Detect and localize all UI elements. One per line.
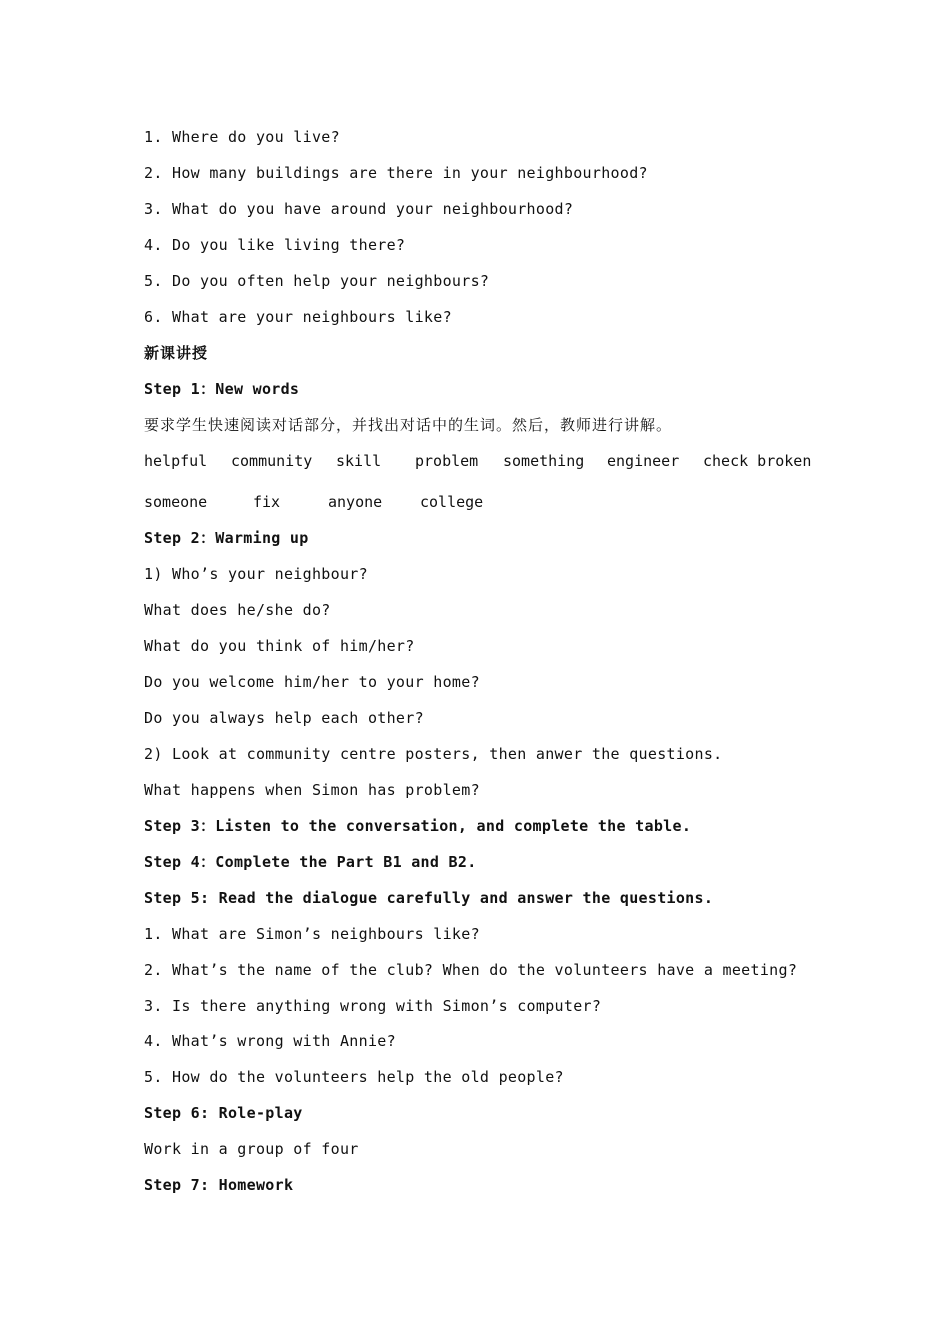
step2-line: Do you welcome him/her to your home? [144, 673, 480, 691]
vocab-word: skill [336, 452, 382, 470]
step5-question: 3. Is there anything wrong with Simon’s computer? [144, 997, 602, 1015]
step5-question: 4. What’s wrong with Annie? [144, 1032, 396, 1050]
step6-heading: Step 6: Role-play [144, 1104, 303, 1122]
vocab-word: anyone [328, 493, 383, 511]
step2-line: 1) Who’s your neighbour? [144, 565, 368, 583]
vocab-word: college [420, 493, 484, 511]
intro-question: 3. What do you have around your neighbourhood? [144, 200, 574, 218]
intro-question: 6. What are your neighbours like? [144, 308, 452, 326]
step2-line: Do you always help each other? [144, 709, 424, 727]
vocab-word: problem [415, 452, 479, 470]
intro-question: 4. Do you like living there? [144, 236, 406, 254]
step2-heading: Step 2：Warming up [144, 529, 309, 547]
step4-heading: Step 4：Complete the Part B1 and B2. [144, 853, 477, 871]
step1-heading: Step 1：New words [144, 380, 300, 398]
vocab-word: fix [253, 493, 281, 511]
section-title: 新课讲授 [144, 344, 209, 362]
intro-question: 2. How many buildings are there in your neighbourhood? [144, 164, 648, 182]
intro-question: 5. Do you often help your neighbours? [144, 272, 490, 290]
intro-question: 1. Where do you live? [144, 128, 340, 146]
step2-line: What happens when Simon has problem? [144, 781, 480, 799]
vocab-word: someone [144, 493, 208, 511]
vocab-word: helpful [144, 452, 208, 470]
step5-heading: Step 5: Read the dialogue carefully and answer the questions. [144, 889, 714, 907]
vocab-word: engineer [607, 452, 680, 470]
step5-question: 1. What are Simon’s neighbours like? [144, 925, 480, 943]
step6-text: Work in a group of four [144, 1140, 359, 1158]
step7-heading: Step 7: Homework [144, 1176, 294, 1194]
step2-line: 2) Look at community centre posters, then anwer the questions. [144, 745, 723, 763]
step1-instruction: 要求学生快速阅读对话部分，并找出对话中的生词。然后，教师进行讲解。 [144, 416, 673, 434]
step3-heading: Step 3：Listen to the conversation, and complete the table. [144, 817, 692, 835]
step5-question: 2. What’s the name of the club? When do the volunteers have a meeting? [144, 961, 798, 979]
vocab-word: community [231, 452, 313, 470]
step5-question: 5. How do the volunteers help the old people? [144, 1068, 564, 1086]
step2-line: What does he/she do? [144, 601, 331, 619]
vocab-word: something [503, 452, 585, 470]
step2-line: What do you think of him/her? [144, 637, 415, 655]
vocab-word: check broken [703, 452, 812, 470]
